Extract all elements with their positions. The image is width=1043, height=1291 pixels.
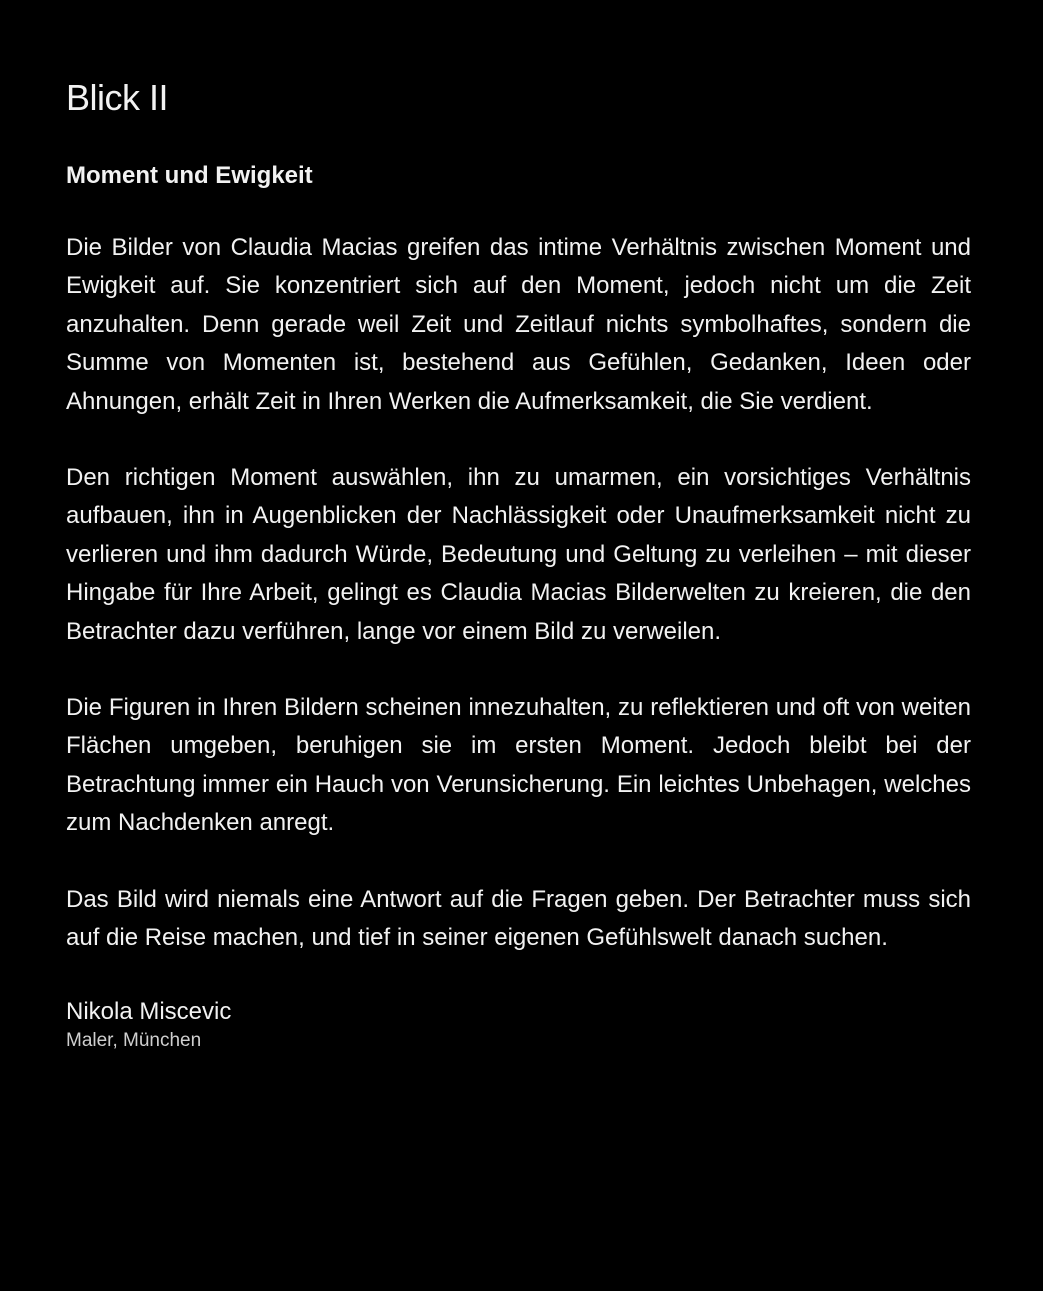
author-name: Nikola Miscevic bbox=[66, 997, 232, 1025]
author-role: Maler, München bbox=[66, 1029, 202, 1051]
paragraph-1: Die Bilder von Claudia Macias greifen das intime Verhältnis zwischen Moment und Ewigkeit auf. Sie konzentriert sich auf den Moment, jedoch nicht um die Zeit anzuhalten. Denn gerade weil Zeit und Zeitlauf nichts symbolhaftes, sondern die Summe von Momenten ist, bestehend aus Gefühlen, Gedanken, Ideen oder Ahnungen, erhält Zeit in Ihren Werken die Aufmerksamkeit, die Sie verdient. bbox=[66, 234, 971, 415]
paragraph-4: Das Bild wird niemals eine Antwort auf die Fragen geben. Der Betrachter muss sich auf die Reise machen, und tief in seiner eigenen Gefühlswelt danach suchen. bbox=[66, 885, 971, 952]
paragraph-3: Die Figuren in Ihren Bildern scheinen innezuhalten, zu reflektieren und oft von weiten Flächen umgeben, beruhigen sie im ersten Moment. Jedoch bleibt bei der Betrachtung immer ein Hauch von Verunsicherung. Ein leichtes Unbehagen, welches zum Nachdenken anregt. bbox=[66, 694, 971, 837]
section-subtitle: Moment und Ewigkeit bbox=[66, 162, 313, 189]
page-title: Blick II bbox=[66, 77, 169, 118]
author-block bbox=[66, 996, 971, 1054]
paragraph-2: Den richtigen Moment auswählen, ihn zu umarmen, ein vorsichtiges Verhältnis aufbauen, ihn in Augenblicken der Nachlässigkeit oder Unaufmerksamkeit nicht zu verlieren und ihm dadurch Würde, Bedeutung und Geltung zu verleihen – mit dieser Hingabe für Ihre Arbeit, gelingt es Claudia Macias Bilderwelten zu kreieren, die den Betrachter dazu verführen, lange vor einem Bild zu verweilen. bbox=[66, 464, 971, 645]
